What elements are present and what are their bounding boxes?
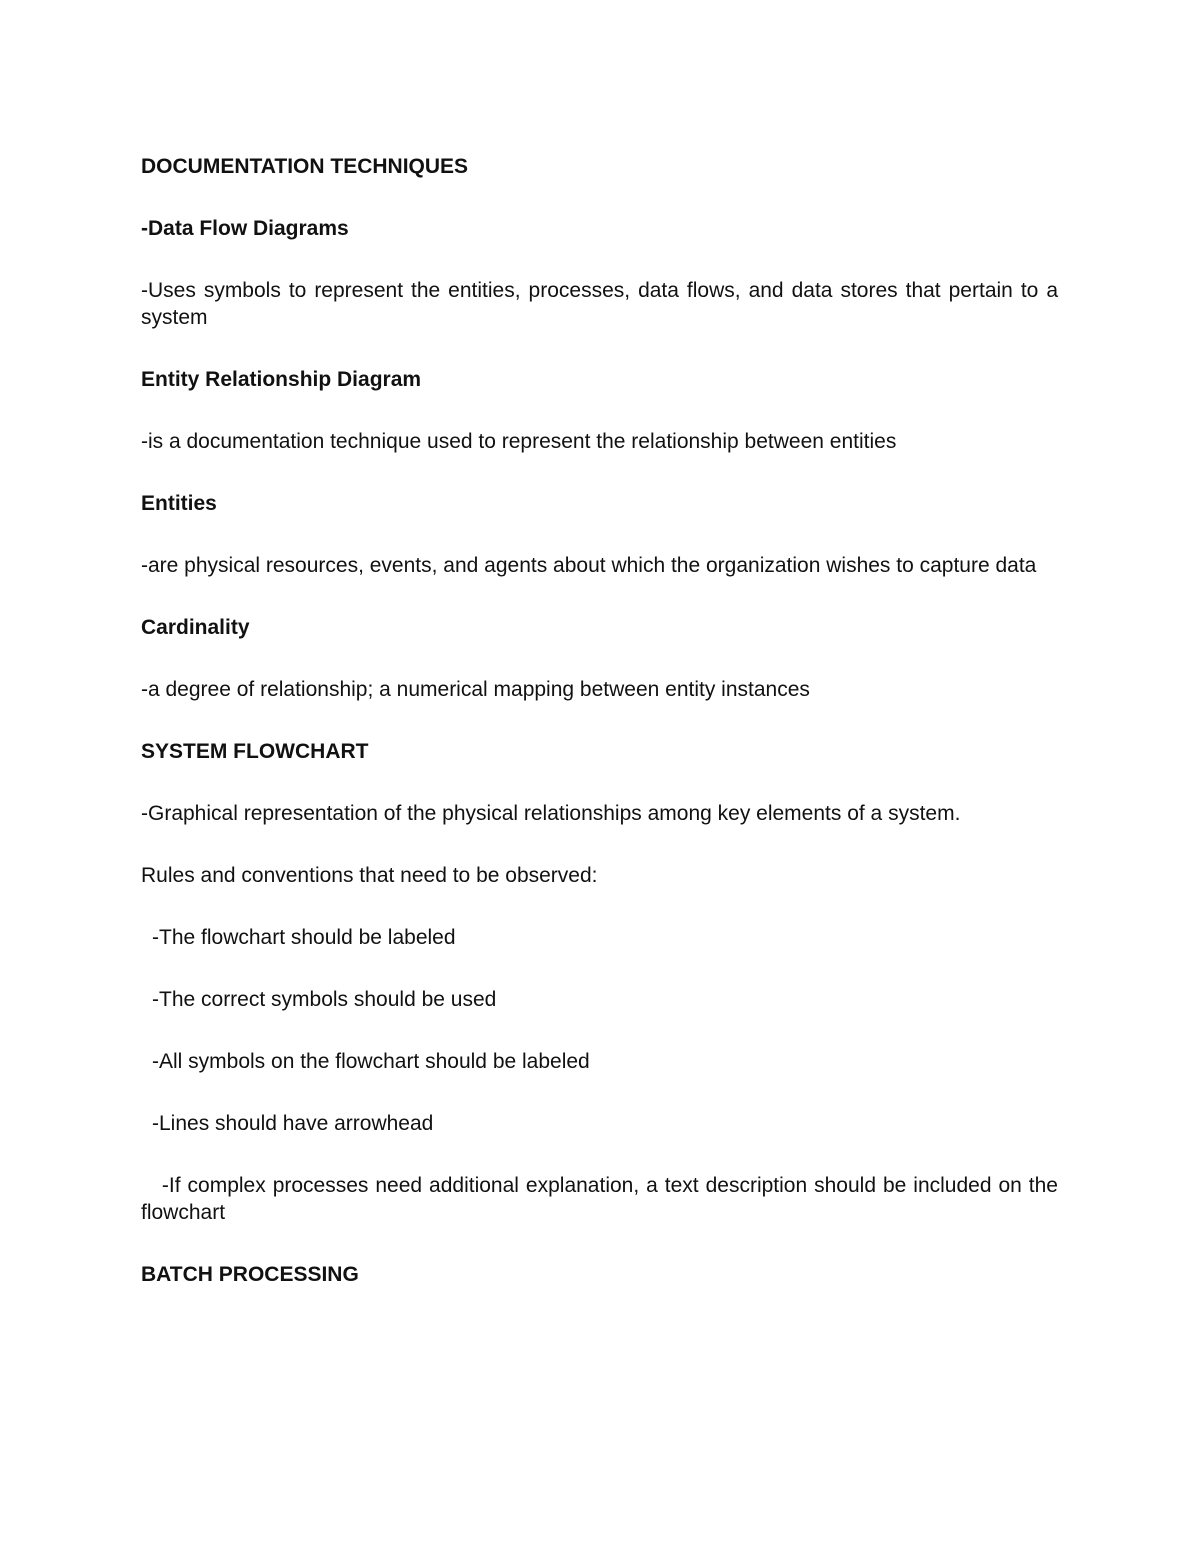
document-title: DOCUMENTATION TECHNIQUES	[141, 155, 469, 178]
text-cardinality: -a degree of relationship; a numerical mapping between entity instances	[141, 678, 810, 701]
heading-batch-processing: BATCH PROCESSING	[141, 1263, 359, 1286]
rule-item-text: -If complex processes need additional explanation, a text description should be included on the flowchart	[141, 1174, 1064, 1224]
text-entities: -are physical resources, events, and agents about which the organization wishes to capture data	[141, 554, 1037, 577]
rule-item	[141, 1172, 1064, 1226]
heading-system-flowchart: SYSTEM FLOWCHART	[141, 740, 369, 763]
rule-item: -Lines should have arrowhead	[152, 1112, 434, 1135]
text-entity-relationship-diagram: -is a documentation technique used to represent the relationship between entities	[141, 430, 897, 453]
heading-cardinality: Cardinality	[141, 616, 250, 639]
rule-item: -The flowchart should be labeled	[152, 926, 456, 949]
document-body	[141, 153, 1064, 1323]
text-data-flow-diagrams: -Uses symbols to represent the entities, processes, data flows, and data stores that pertain to a system	[141, 279, 1058, 329]
heading-entity-relationship-diagram: Entity Relationship Diagram	[141, 368, 422, 391]
rule-item: -All symbols on the flowchart should be labeled	[152, 1050, 590, 1073]
heading-entities: Entities	[141, 492, 217, 515]
text-system-flowchart: -Graphical representation of the physical relationships among key elements of a system.	[141, 802, 961, 825]
rule-item: -The correct symbols should be used	[152, 988, 497, 1011]
heading-data-flow-diagrams: -Data Flow Diagrams	[141, 217, 349, 240]
rules-intro: Rules and conventions that need to be observed:	[141, 864, 598, 887]
